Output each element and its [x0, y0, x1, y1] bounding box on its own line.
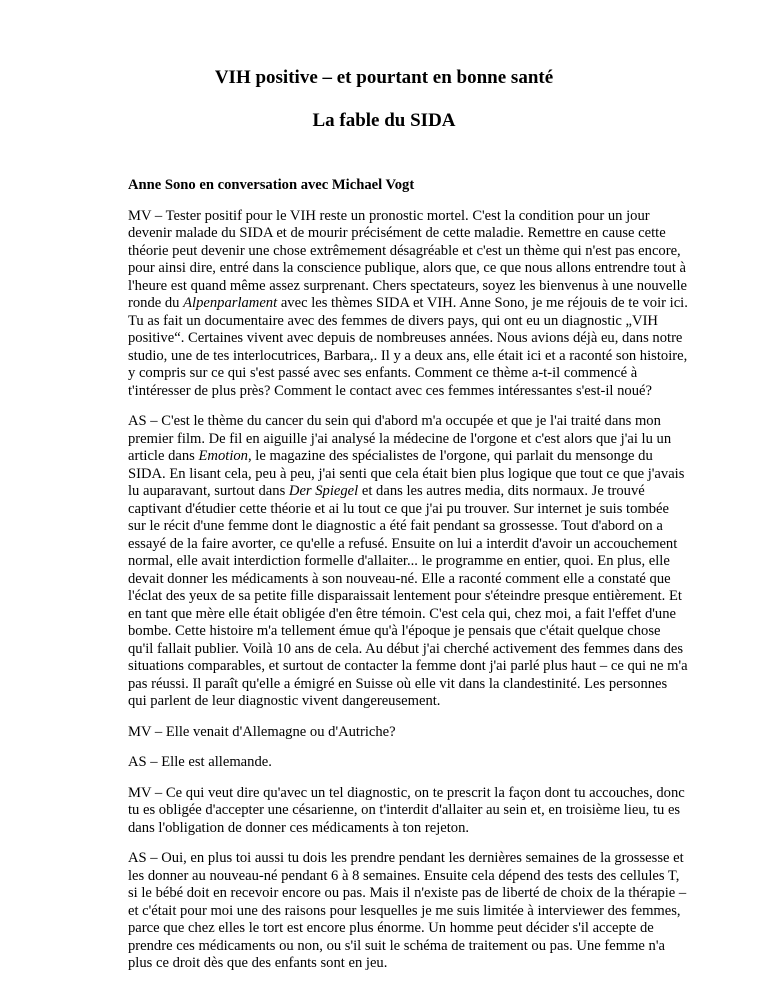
- document-title: VIH positive – et pourtant en bonne santé: [214, 67, 554, 88]
- paragraph-1-emphasis: Alpenparlament: [183, 295, 278, 311]
- paragraph-2: [128, 413, 688, 711]
- paragraph-1: [128, 208, 688, 401]
- paragraph-4: AS – Elle est allemande.: [128, 754, 272, 770]
- paragraph-2-text-a: AS – C'est le thème du cancer du sein qui d'abord m'a occupée et que je l'ai traité dans mon premier film. De fil en aiguille j'ai analysé la médecine de l'orgone et c'est alors que j'ai lu un article dans: [128, 413, 672, 464]
- paragraph-1-text-a: MV – Tester positif pour le VIH reste un pronostic mortel. C'est la condition pour un jour devenir malade du SIDA et de mourir précisément de cette maladie. Remettre en cause cette théorie peut devenir une chose extrêmement désagréable et c'est un thème qui n'est pas encore, pour ainsi dire, entré dans la conscience publique, alors que, ce que nous allons entrendre tout à l'heure est quand même assez surprenant. Chers spectateurs, soyez les bienvenus à une nouvelle ronde du: [128, 207, 688, 311]
- document-body: [128, 177, 688, 986]
- paragraph-2-emphasis-2: Der Spiegel: [288, 483, 359, 499]
- paragraph-1-text-b: avec les thèmes SIDA et VIH. Anne Sono, je me réjouis de te voir ici. Tu as fait un documentaire avec des femmes de divers pays, qui ont eu un diagnostic „VIH positive“. Certaines vivent avec depuis de nombreuses années. Nous avions déjà eu, dans notre studio, une de tes interlocutrices, Barbara,. Il y a deux ans, elle était ici et a raconté son histoire, y compris sur ce qui s'est passé avec ses enfants. Comment ce thème a-t-il commencé à t'intéresser de plus près? Comment le contact avec ces femmes intéressantes s'est-il noué?: [128, 295, 688, 399]
- paragraph-2-emphasis-1: Emotion: [198, 448, 248, 464]
- paragraph-6: AS – Oui, en plus toi aussi tu dois les prendre pendant les dernières semaines de la grossesse et les donner au nouveau-né pendant 6 à 8 semaines. Ensuite cela dépend des tests des cellules T, si le bébé doit en recevoir encore ou pas. Mais il n'existe pas de liberté de choix de la thérapie – et c'était pour moi une des raisons pour lesquelles je me suis limitée à interviewer des femmes, parce que chez elles le tort est encore plus énorme. Un homme peut décider s'il accepte de prendre ces médicaments ou non, ou s'il suit le schéma de traitement ou pas. Une femme n'a plus ce droit dès que des enfants sont en jeu.: [128, 850, 687, 971]
- paragraph-3: MV – Elle venait d'Allemagne ou d'Autriche?: [128, 723, 396, 740]
- paragraph-2-text-c: et dans les autres media, dits normaux. Je trouvé captivant d'étudier cette théorie et ai lu tout ce que j'ai pu trouver. Sur internet je suis tombée sur le récit d'une femme dont le diagnostic a été fait pendant sa grossesse. Tout d'abord on a essayé de la faire avorter, ce qu'elle a refusé. Ensuite on lui a interdit d'avoir un accouchement normal, elle avait interdiction formelle d'allaiter... le programme en entier, quoi. En plus, elle devait donner les médicaments à son nouveau-né. Elle a raconté comment elle a constaté que l'éclat des yeux de sa petite fille disparaissait lentement pour s'éteindre presque entièrement. Et en tant que mère elle était obligée d'en être témoin. C'est cela qui, chez moi, a fait l'effet d'une bombe. Cette histoire m'a tellement émue qu'à l'époque je pensais que c'était quelque chose qu'il fallait publier. Voilà 10 ans de cela. Au début j'ai cherché activement des femmes dans des situations comparables, et surtout de contacter la femme dont j'ai parlé plus haut – ce qui ne m'a pas réussi. Il paraît qu'elle a émigré en Suisse où elle vit dans la clandestinité. Les personnes qui parlent de leur diagnostic vivent dangereusement.: [128, 483, 688, 709]
- document-subtitle: La fable du SIDA: [312, 110, 456, 131]
- byline: Anne Sono en conversation avec Michael Vogt: [128, 177, 415, 193]
- paragraph-5: MV – Ce qui veut dire qu'avec un tel diagnostic, on te prescrit la façon dont tu accouches, donc tu es obligée d'accepter une césarienne, on t'interdit d'allaiter au sein et, en troisième lieu, tu es dans l'obligation de donner ces médicaments à ton rejeton.: [128, 784, 685, 836]
- paragraph-2-text-b: , le magazine des spécialistes de l'orgone, qui parlait du mensonge du SIDA. En lisant cela, peu à peu, j'ai senti que cela était bien plus logique que tout ce que j'avais lu auparavant, surtout dans: [128, 448, 685, 499]
